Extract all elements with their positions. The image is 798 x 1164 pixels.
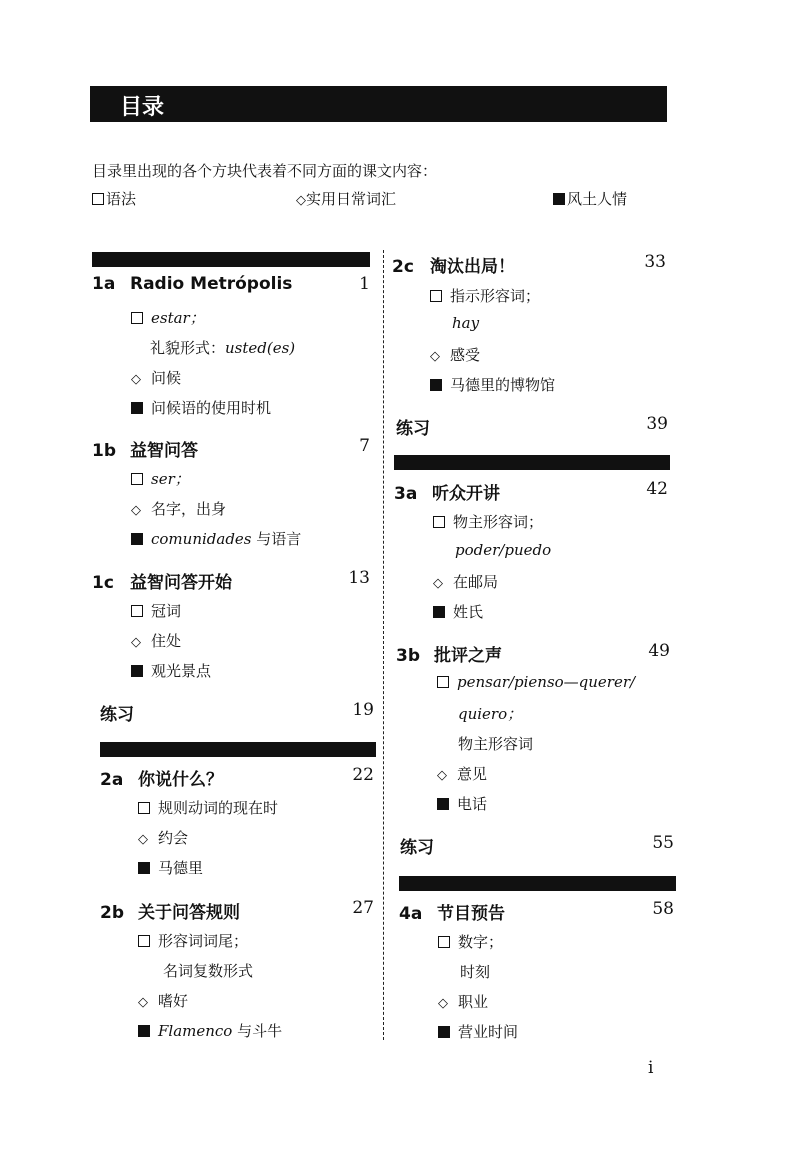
exercise-1-title: 练习 [100, 705, 134, 725]
legend-label: 风土人情 [567, 190, 628, 208]
page-title: 目录 [120, 95, 165, 120]
square-filled-icon [131, 402, 143, 414]
list-item: pensar/pienso—querer/ [437, 673, 635, 691]
square-open-icon [433, 516, 445, 528]
unit-4a-title: 4a 节目预告 [399, 904, 505, 924]
unit-2b-page: 27 [352, 898, 374, 918]
list-item: 电话 [437, 793, 487, 814]
unit-3a-page: 42 [646, 479, 668, 499]
square-open-icon [138, 802, 150, 814]
unit-2b-title: 2b 关于问答规则 [100, 903, 240, 923]
list-item: 形容词词尾； [138, 930, 248, 951]
list-item: hay [452, 314, 480, 332]
square-open-icon [437, 676, 449, 688]
list-item: quiero； [458, 705, 523, 723]
legend-grammar [92, 188, 136, 209]
diamond-icon: ◇ [296, 193, 306, 208]
legend-label: 语法 [106, 190, 137, 208]
legend-culture [553, 188, 627, 209]
section-bar [100, 742, 376, 757]
list-item: 名词复数形式 [163, 962, 254, 980]
square-filled-icon [138, 862, 150, 874]
list-item: ◇ 职业 [438, 993, 489, 1011]
list-item: ◇ 嗜好 [138, 992, 189, 1010]
list-item: Flamenco 与斗牛 [138, 1020, 282, 1041]
square-open-icon [131, 605, 143, 617]
square-open-icon [131, 473, 143, 485]
list-item: 物主形容词； [433, 511, 543, 532]
exercise-2-page: 39 [646, 414, 668, 434]
list-item: 时刻 [460, 963, 491, 981]
square-open-icon [430, 290, 442, 302]
unit-4a-page: 58 [652, 899, 674, 919]
diamond-icon: ◇ [131, 635, 141, 650]
exercise-3-page: 55 [652, 833, 674, 853]
unit-2c-title: 2c 淘汰出局！ [392, 257, 515, 277]
list-item: ◇ 意见 [437, 765, 488, 783]
diamond-icon: ◇ [433, 576, 443, 591]
list-item: poder/puedo [455, 541, 552, 559]
column-divider [383, 250, 384, 1040]
diamond-icon: ◇ [430, 349, 440, 364]
unit-3b-title: 3b 批评之声 [396, 646, 502, 666]
list-item: 姓氏 [433, 601, 483, 622]
list-item: 物主形容词 [458, 735, 534, 753]
square-filled-icon [138, 1025, 150, 1037]
list-item: ◇ 感受 [430, 346, 481, 364]
unit-1c-title: 1c 益智问答开始 [92, 573, 232, 593]
section-bar [92, 252, 370, 267]
unit-1b-title: 1b 益智问答 [92, 441, 198, 461]
exercise-3-title: 练习 [400, 838, 434, 858]
list-item: 数字； [438, 931, 503, 952]
square-open-icon [438, 936, 450, 948]
unit-1a-title: 1a Radio Metrópolis [92, 274, 293, 294]
square-filled-icon [433, 606, 445, 618]
square-open-icon [138, 935, 150, 947]
diamond-icon: ◇ [131, 503, 141, 518]
diamond-icon: ◇ [437, 768, 447, 783]
list-item: ◇ 问候 [131, 369, 182, 387]
section-bar [399, 876, 676, 891]
legend-vocabulary [296, 188, 396, 209]
square-filled-icon [438, 1026, 450, 1038]
square-filled-icon [131, 665, 143, 677]
intro-text: 目录里出现的各个方块代表着不同方面的课文内容： [92, 162, 438, 180]
legend-label: 实用日常词汇 [306, 190, 397, 208]
list-item: estar； [131, 307, 205, 328]
square-filled-icon [131, 533, 143, 545]
list-item: 问候语的使用时机 [131, 397, 271, 418]
list-item: 马德里 [138, 857, 203, 878]
title-bar [90, 86, 667, 122]
unit-2a-title: 2a 你说什么？ [100, 770, 223, 790]
square-filled-icon [553, 193, 565, 205]
unit-3b-page: 49 [648, 641, 670, 661]
unit-1b-page: 7 [359, 436, 370, 456]
exercise-1-page: 19 [352, 700, 374, 720]
list-item: ◇ 住处 [131, 632, 182, 650]
list-item: ◇ 约会 [138, 829, 189, 847]
square-open-icon [92, 193, 104, 205]
exercise-2-title: 练习 [396, 419, 430, 439]
diamond-icon: ◇ [138, 995, 148, 1010]
list-item: 冠词 [131, 600, 181, 621]
diamond-icon: ◇ [438, 996, 448, 1011]
square-filled-icon [430, 379, 442, 391]
list-item: ◇ 名字，出身 [131, 500, 227, 518]
list-item: ◇ 在邮局 [433, 573, 499, 591]
list-item: 马德里的博物馆 [430, 374, 555, 395]
list-item: 观光景点 [131, 660, 211, 681]
list-item: 指示形容词； [430, 285, 540, 306]
unit-2c-page: 33 [644, 252, 666, 272]
list-item: 营业时间 [438, 1021, 518, 1042]
unit-3a-title: 3a 听众开讲 [394, 484, 500, 504]
unit-2a-page: 22 [352, 765, 374, 785]
square-filled-icon [437, 798, 449, 810]
unit-1c-page: 13 [348, 568, 370, 588]
list-item: 礼貌形式：usted(es) [150, 339, 296, 357]
diamond-icon: ◇ [138, 832, 148, 847]
section-bar [394, 455, 670, 470]
square-open-icon [131, 312, 143, 324]
list-item: comunidades 与语言 [131, 528, 301, 549]
list-item: ser； [131, 468, 190, 489]
page-number: i [648, 1058, 654, 1078]
unit-1a-page: 1 [359, 274, 370, 294]
diamond-icon: ◇ [131, 372, 141, 387]
list-item: 规则动词的现在时 [138, 797, 278, 818]
